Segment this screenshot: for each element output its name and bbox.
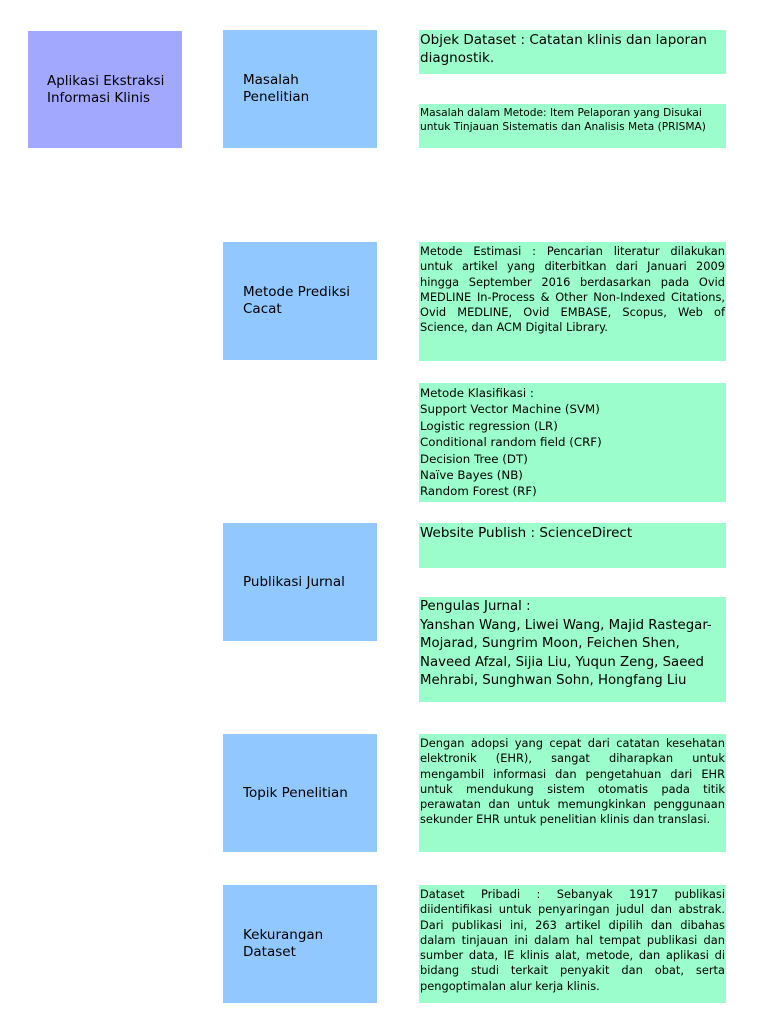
note-text: Masalah dalam Metode: Item Pelaporan yang Disukai untuk Tinjauan Sistematis dan Analisis Meta (PRISMA) <box>420 107 706 133</box>
category-label: Metode Prediksi Cacat <box>243 284 351 317</box>
category-label: Publikasi Jurnal <box>243 573 345 590</box>
note-metode-klasifikasi <box>419 383 726 502</box>
category-label: Topik Penelitian <box>243 784 348 801</box>
note-text: Metode Estimasi : Pencarian literatur dilakukan untuk artikel yang diterbitkan dari Januari 2009 hingga September 2016 berdasarkan pada Ovid MEDLINE In-Process & Other Non-Indexed Citations, Ovid MEDLINE, Ovid EMBASE, Scopus, Web of Science, dan ACM Digital Library. <box>420 244 725 335</box>
category-topik-penelitian <box>223 734 377 852</box>
note-text: Website Publish : ScienceDirect <box>420 525 633 541</box>
note-objek-dataset <box>419 30 726 74</box>
root-node <box>28 31 182 148</box>
list-item: Decision Tree (DT) <box>420 451 528 466</box>
note-title: Pengulas Jurnal : <box>420 599 531 614</box>
category-metode-prediksi-cacat <box>223 242 377 360</box>
note-title: Metode Klasifikasi : <box>420 386 534 400</box>
category-masalah-penelitian <box>223 30 377 148</box>
note-pengulas-jurnal <box>419 597 726 702</box>
note-metode-estimasi <box>419 242 726 361</box>
list-item: Naïve Bayes (NB) <box>420 468 523 483</box>
note-text: Yanshan Wang, Liwei Wang, Majid Rastegar-Mojarad, Sungrim Moon, Feichen Shen, Naveed Afzal, Sijia Liu, Yuqun Zeng, Saeed Mehrabi, Sunghwan Sohn, Hongfang Liu <box>420 617 712 689</box>
note-website-publish <box>419 523 726 568</box>
category-label: Kekurangan Dataset <box>243 927 324 960</box>
note-dataset-pribadi <box>419 885 726 1003</box>
category-label: Masalah Penelitian <box>243 72 310 105</box>
category-kekurangan-dataset <box>223 885 377 1003</box>
root-node-label: Aplikasi Ekstraksi Informasi Klinis <box>47 72 165 106</box>
note-topik <box>419 734 726 852</box>
list-item: Logistic regression (LR) <box>420 418 558 433</box>
note-text: Dataset Pribadi : Sebanyak 1917 publikasi diidentifikasi untuk penyaringan judul dan abstrak. Dari publikasi ini, 263 artikel dipilih dan dibahas dalam tinjauan ini dalam hal tempat publikasi dan sumber data, IE klinis alat, metode, dan aplikasi di bidang studi terkait penyakit dan obat, serta pengoptimalan alur kerja klinis. <box>420 887 725 993</box>
category-publikasi-jurnal <box>223 523 377 641</box>
list-item: Support Vector Machine (SVM) <box>420 402 600 417</box>
list-item: Conditional random field (CRF) <box>420 435 602 450</box>
list-item: Random Forest (RF) <box>420 484 537 499</box>
note-masalah-metode <box>419 104 726 148</box>
note-text: Dengan adopsi yang cepat dari catatan kesehatan elektronik (EHR), sangat diharapkan untuk mengambil informasi dan pengetahuan dari EHR untuk mendukung sistem otomatis pada titik perawatan dan untuk memungkinkan penggunaan sekunder EHR untuk penelitian klinis dan translasi. <box>420 736 725 827</box>
note-text: Objek Dataset : Catatan klinis dan laporan diagnostik. <box>420 32 707 66</box>
